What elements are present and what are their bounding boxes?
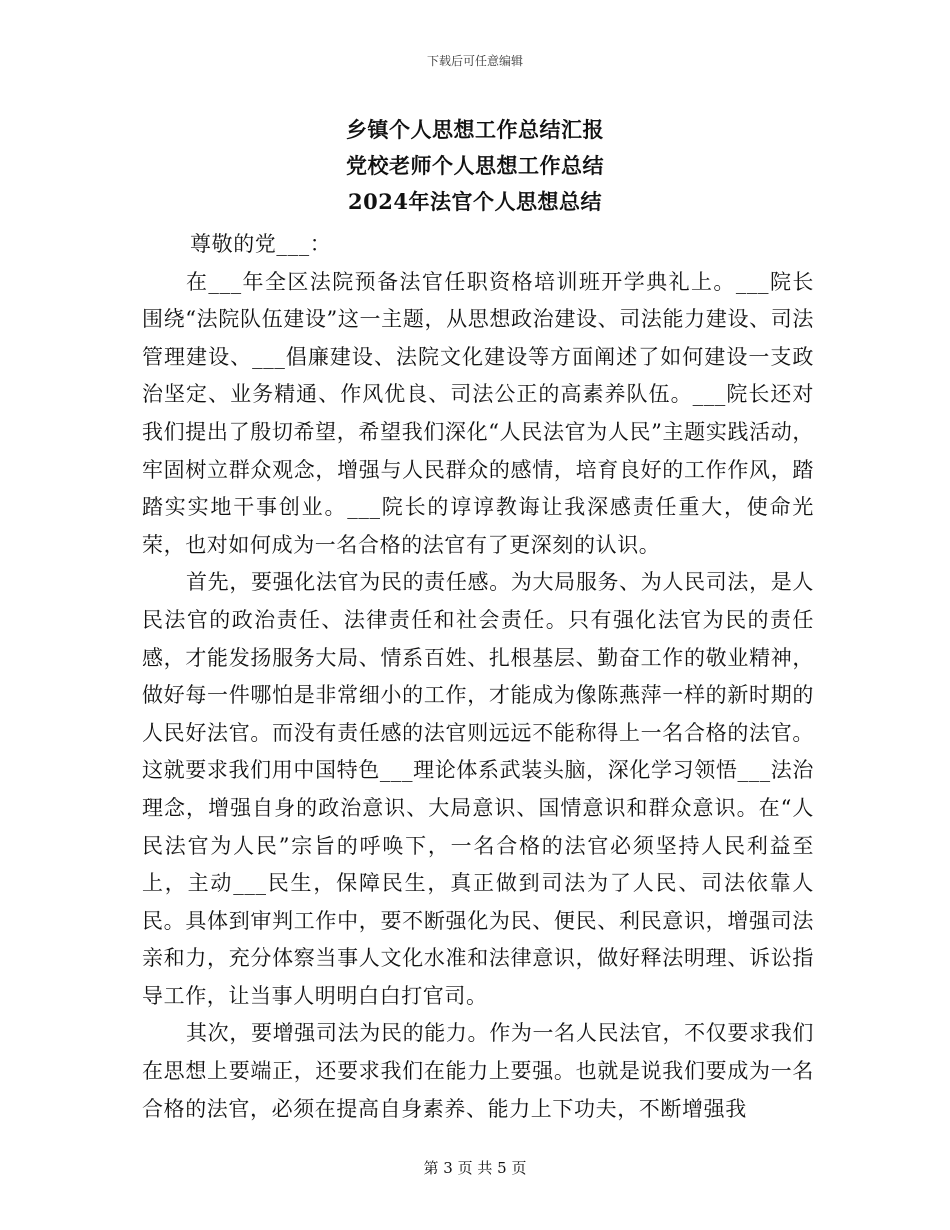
document-title: 2024年法官个人思想总结	[348, 189, 602, 214]
salutation: 尊敬的党___：	[190, 232, 332, 256]
title-block	[0, 112, 950, 220]
page-header-note: 下载后可任意编辑	[426, 54, 523, 68]
document-title: 党校老师个人思想工作总结	[346, 153, 604, 178]
page-number: 第 3 页 共 5 页	[423, 1159, 527, 1177]
body-paragraph: 首先，要强化法官为民的责任感。为大局服务、为人民司法，是人民法官的政治责任、法律责任和社会责任。只有强化法官为民的责任感，才能发扬服务大局、情系百姓、扎根基层、勤奋工作的敬业精神，做好每一件哪怕是非常细小的工作，才能成为像陈燕萍一样的新时期的人民好法官。而没有责任感的法官则远远不能称得上一名合格的法官。这就要求我们用中国特色___理论体系武装头脑，深化学习领悟___法治理念，增强自身的政治意识、大局意识、国情意识和群众意识。在“人民法官为人民”宗旨的呼唤下，一名合格的法官必须坚持人民利益至上，主动___民生，保障民生，真正做到司法为了人民、司法依靠人民。具体到审判工作中，要不断强化为民、便民、利民意识，增强司法亲和力，充分体察当事人文化水准和法律意识，做好释法明理、诉讼指导工作，让当事人明明白白打官司。	[142, 570, 814, 1008]
document-title: 乡镇个人思想工作总结汇报	[346, 117, 604, 142]
body-paragraph: 其次，要增强司法为民的能力。作为一名人民法官，不仅要求我们在思想上要端正，还要求我们在能力上要强。也就是说我们要成为一名合格的法官，必须在提高自身素养、能力上下功夫，不断增强我	[142, 1021, 814, 1121]
body-paragraph: 在___年全区法院预备法官任职资格培训班开学典礼上。___院长围绕“法院队伍建设”这一主题，从思想政治建设、司法能力建设、司法管理建设、___倡廉建设、法院文化建设等方面阐述了如何建设一支政治坚定、业务精通、作风优良、司法公正的高素养队伍。___院长还对我们提出了殷切希望，希望我们深化“人民法官为人民”主题实践活动，牢固树立群众观念，增强与人民群众的感情，培育良好的工作作风，踏踏实实地干事创业。___院长的谆谆教诲让我深感责任重大，使命光荣，也对如何成为一名合格的法官有了更深刻的认识。	[142, 269, 814, 557]
document-body	[142, 226, 814, 1128]
